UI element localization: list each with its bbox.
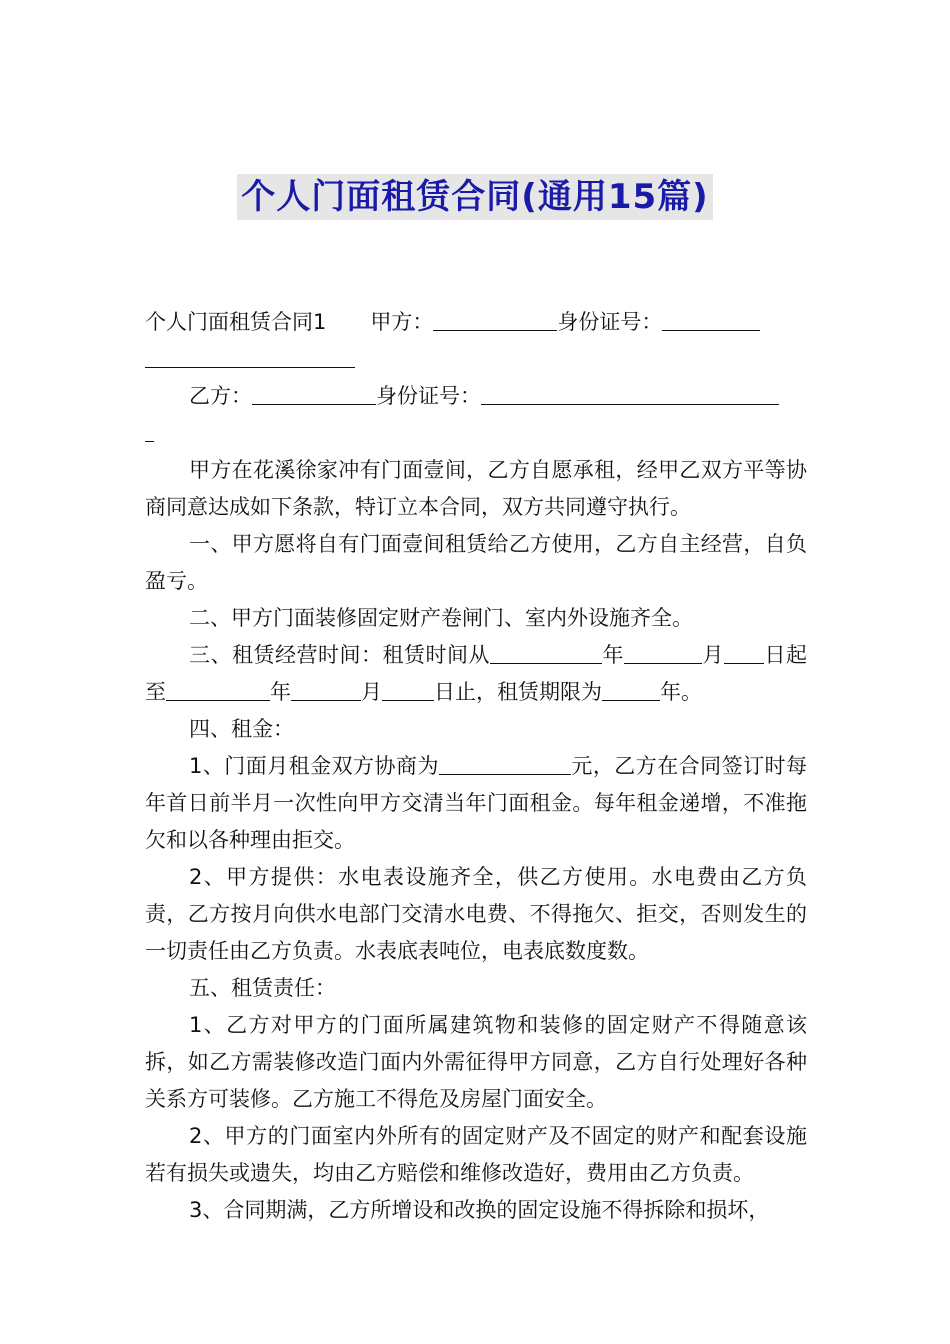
- contract-heading: 个人门面租赁合同1: [145, 310, 327, 334]
- title-wrap: [0, 174, 950, 220]
- end-year-blank[interactable]: [166, 676, 270, 701]
- start-month-blank[interactable]: [624, 639, 702, 664]
- party-a-id-label: 身份证号：: [557, 310, 663, 334]
- clause-3: [145, 637, 807, 711]
- clause-1: 一、甲方愿将自有门面壹间租赁给乙方使用，乙方自主经营，自负盈亏。: [145, 532, 807, 593]
- end-day-label: 日止，租赁期限为: [434, 680, 602, 704]
- clause-4-1: [145, 748, 807, 859]
- clause-4-heading: 四、租金：: [189, 717, 294, 741]
- document-body: [145, 304, 807, 1229]
- lease-term-label: 年。: [660, 680, 702, 704]
- clause-4-1-prefix: 1、门面月租金双方协商为: [189, 754, 439, 778]
- clause-5-1: 1、乙方对甲方的门面所属建筑物和装修的固定财产不得随意该拆，如乙方需装修改造门面内外需征得甲方同意，乙方自行处理好各种关系方可装修。乙方施工不得危及房屋门面安全。: [145, 1013, 807, 1111]
- clause-4-2: 2、甲方提供：水电表设施齐全，供乙方使用。水电费由乙方负责，乙方按月向供水电部门交清水电费、不得拖欠、拒交，否则发生的一切责任由乙方负责。水表底表吨位，电表底数度数。: [145, 865, 807, 963]
- start-month-label: 月: [702, 643, 724, 667]
- start-year-blank[interactable]: [490, 639, 602, 664]
- party-b-name-blank[interactable]: [252, 380, 376, 405]
- end-year-label: 年: [270, 680, 291, 704]
- party-b-line: [145, 378, 807, 452]
- party-a-id-blank-cont[interactable]: [145, 343, 355, 368]
- start-day-blank[interactable]: [724, 639, 764, 664]
- monthly-rent-blank[interactable]: [439, 750, 571, 775]
- party-b-id-blank[interactable]: [481, 380, 779, 405]
- clause-5-3: 3、合同期满，乙方所增设和改换的固定设施不得拆除和损坏，: [189, 1198, 770, 1222]
- document-title: 个人门面租赁合同(通用15篇): [237, 174, 712, 220]
- party-b-label: 乙方：: [189, 384, 252, 408]
- clause-5-2: 2、甲方的门面室内外所有的固定财产及不固定的财产和配套设施若有损失或遗失，均由乙方赔偿和维修改造好，费用由乙方负责。: [145, 1124, 807, 1185]
- party-a-name-blank[interactable]: [433, 306, 557, 331]
- clause-4-1-suffix: 元，乙方在合同签订时每年首日前半月一次性向甲方交清当年门面租金。每年租金递增，不准拖欠和以各种理由拒交。: [145, 754, 807, 852]
- start-year-label: 年: [602, 643, 624, 667]
- clause-5-heading: 五、租赁责任：: [189, 976, 336, 1000]
- end-day-blank[interactable]: [382, 676, 434, 701]
- party-b-id-blank-cont[interactable]: [145, 417, 154, 442]
- party-b-id-label: 身份证号：: [376, 384, 481, 408]
- lease-term-blank[interactable]: [602, 676, 660, 701]
- clause-3-prefix: 三、租赁经营时间：租赁时间从: [189, 643, 490, 667]
- end-month-blank[interactable]: [291, 676, 361, 701]
- party-a-id-blank[interactable]: [662, 306, 760, 331]
- party-a-line: [145, 304, 807, 378]
- party-a-label: 甲方：: [370, 310, 434, 334]
- clause-2: 二、甲方门面装修固定财产卷闸门、室内外设施齐全。: [189, 606, 693, 630]
- end-month-label: 月: [361, 680, 382, 704]
- intro-paragraph: 甲方在花溪徐家冲有门面壹间，乙方自愿承租，经甲乙双方平等协商同意达成如下条款，特订立本合同，双方共同遵守执行。: [145, 458, 807, 519]
- start-day-label: 日起至: [145, 643, 807, 704]
